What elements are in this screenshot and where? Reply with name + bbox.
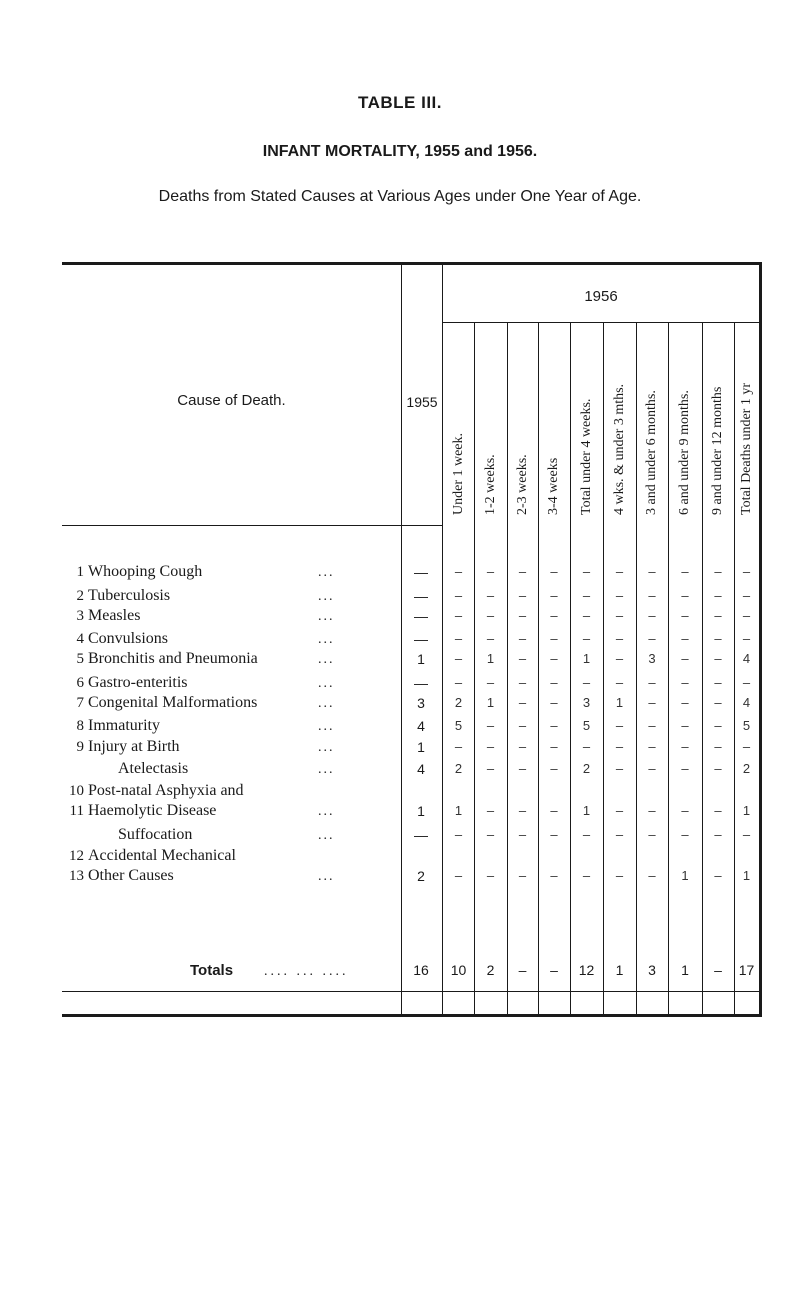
value-cell: – xyxy=(582,588,591,603)
value-cell: – xyxy=(486,739,495,754)
sub-column-divider xyxy=(507,323,508,1016)
row-number: 2 xyxy=(76,588,84,604)
year-1955-header: 1955 xyxy=(406,394,438,410)
total-value-cell: – xyxy=(714,962,722,978)
value-cell: – xyxy=(454,564,463,579)
value-cell: – xyxy=(550,718,558,733)
value-cell: – xyxy=(742,739,751,754)
leader-dots: ... xyxy=(318,804,335,819)
value-cell: – xyxy=(454,675,463,690)
value-cell: – xyxy=(714,651,722,666)
value-cell: – xyxy=(518,739,527,754)
value-cell: – xyxy=(648,761,656,776)
value-cell: – xyxy=(714,564,722,579)
value-cell: – xyxy=(714,739,722,754)
value-cell: – xyxy=(615,631,624,646)
leader-dots: ... xyxy=(318,740,335,755)
value-cell: – xyxy=(518,695,527,710)
value-cell: 1 xyxy=(582,803,591,818)
value-cell: – xyxy=(486,675,495,690)
value-1955: — xyxy=(414,608,428,624)
cause-label-continued: Atelectasis xyxy=(118,760,189,777)
value-cell: – xyxy=(518,827,527,842)
table-title: INFANT MORTALITY, 1955 and 1956. xyxy=(262,143,538,160)
row-number: 9 xyxy=(76,739,84,755)
value-cell: – xyxy=(486,564,495,579)
value-cell: – xyxy=(681,675,689,690)
value-cell: 5 xyxy=(742,718,751,733)
value-cell: – xyxy=(681,718,689,733)
value-1955: 3 xyxy=(417,695,425,711)
value-cell: – xyxy=(615,675,624,690)
value-cell: 1 xyxy=(454,803,463,818)
value-cell: – xyxy=(582,631,591,646)
value-cell: 1 xyxy=(742,868,751,883)
row-number: 5 xyxy=(76,651,84,667)
value-cell: – xyxy=(648,827,656,842)
value-1955: 4 xyxy=(417,718,425,734)
cause-label: Post-natal Asphyxia and xyxy=(88,782,244,799)
col-divider-1956 xyxy=(442,264,443,1016)
totals-rule xyxy=(62,991,759,992)
value-1955: — xyxy=(414,564,428,580)
value-cell: – xyxy=(454,739,463,754)
value-cell: – xyxy=(550,631,558,646)
value-cell: – xyxy=(518,564,527,579)
sub-column-header-label: 1-2 weeks. xyxy=(482,454,498,515)
total-value-cell: 1 xyxy=(615,962,624,978)
value-cell: – xyxy=(486,588,495,603)
value-cell: – xyxy=(681,651,689,666)
leader-dots: ... xyxy=(318,828,335,843)
value-cell: – xyxy=(550,608,558,623)
value-1955: — xyxy=(414,631,428,647)
row-number: 7 xyxy=(76,695,84,711)
total-value-cell: 12 xyxy=(578,962,595,978)
value-cell: – xyxy=(742,675,751,690)
value-cell: – xyxy=(648,739,656,754)
value-cell: – xyxy=(550,695,558,710)
value-cell: – xyxy=(518,651,527,666)
value-cell: – xyxy=(615,827,624,842)
value-cell: – xyxy=(714,631,722,646)
cause-label: Measles xyxy=(88,607,141,624)
value-cell: – xyxy=(582,608,591,623)
sub-column-divider xyxy=(668,323,669,1016)
cause-label: Bronchitis and Pneumonia xyxy=(88,650,258,667)
value-cell: – xyxy=(486,631,495,646)
table-right-border xyxy=(759,262,762,1017)
value-cell: 1 xyxy=(681,868,689,883)
value-cell: 5 xyxy=(582,718,591,733)
sub-column-header-label: Total under 4 weeks. xyxy=(578,398,594,515)
value-cell: 5 xyxy=(454,718,463,733)
value-cell: – xyxy=(550,803,558,818)
header-bottom-rule xyxy=(62,525,442,526)
value-1955: — xyxy=(414,675,428,691)
leader-dots: ... xyxy=(318,696,335,711)
value-cell: – xyxy=(681,631,689,646)
row-number: 3 xyxy=(76,608,84,624)
value-cell: – xyxy=(486,718,495,733)
year-header-rule xyxy=(443,322,759,323)
value-cell: 1 xyxy=(486,651,495,666)
value-1955: 1 xyxy=(417,651,425,667)
value-1955: 2 xyxy=(417,868,425,884)
leader-dots: ... xyxy=(318,565,335,580)
value-cell: – xyxy=(648,675,656,690)
cause-label: Convulsions xyxy=(88,630,169,647)
table-number: TABLE III. xyxy=(357,93,442,112)
value-cell: – xyxy=(648,564,656,579)
value-cell: – xyxy=(582,827,591,842)
value-cell: – xyxy=(714,588,722,603)
sub-column-divider xyxy=(570,323,571,1016)
sub-column-divider xyxy=(734,323,735,1016)
value-cell: – xyxy=(615,588,624,603)
value-cell: 1 xyxy=(742,803,751,818)
value-cell: – xyxy=(742,564,751,579)
value-cell: – xyxy=(518,868,527,883)
row-number: 13 xyxy=(69,868,84,884)
value-cell: – xyxy=(681,588,689,603)
value-cell: – xyxy=(518,803,527,818)
value-cell: – xyxy=(454,868,463,883)
value-cell: – xyxy=(648,588,656,603)
value-cell: – xyxy=(681,608,689,623)
total-value-cell: 10 xyxy=(450,962,467,978)
sub-column-header-label: 2-3 weeks. xyxy=(514,454,530,515)
value-cell: – xyxy=(550,651,558,666)
value-cell: – xyxy=(714,675,722,690)
sub-column-divider xyxy=(474,323,475,1016)
value-cell: 1 xyxy=(582,651,591,666)
leader-dots: ... xyxy=(318,719,335,734)
value-cell: – xyxy=(648,608,656,623)
cause-label: Congenital Malformations xyxy=(88,694,258,711)
value-cell: – xyxy=(550,675,558,690)
value-cell: – xyxy=(486,608,495,623)
value-cell: – xyxy=(681,761,689,776)
value-cell: – xyxy=(454,588,463,603)
value-cell: – xyxy=(648,718,656,733)
value-1955: — xyxy=(414,827,428,843)
value-cell: 3 xyxy=(648,651,656,666)
value-cell: – xyxy=(486,827,495,842)
total-value-cell: 3 xyxy=(648,962,656,978)
value-cell: 2 xyxy=(582,761,591,776)
value-cell: – xyxy=(615,761,624,776)
value-cell: 2 xyxy=(454,761,463,776)
value-cell: – xyxy=(518,631,527,646)
value-cell: – xyxy=(742,631,751,646)
value-cell: – xyxy=(714,868,722,883)
sub-column-divider xyxy=(538,323,539,1016)
total-value-cell: – xyxy=(550,962,558,978)
value-cell: – xyxy=(550,761,558,776)
value-cell: – xyxy=(615,868,624,883)
table-subtitle: Deaths from Stated Causes at Various Ages under One Year of Age. xyxy=(158,188,642,205)
totals-label: Totals xyxy=(190,962,234,979)
value-cell: – xyxy=(681,827,689,842)
value-cell: – xyxy=(550,588,558,603)
value-cell: 1 xyxy=(486,695,495,710)
cause-label: Gastro-enteritis xyxy=(88,674,188,691)
value-cell: – xyxy=(518,718,527,733)
cause-label: Whooping Cough xyxy=(88,563,203,580)
value-cell: – xyxy=(550,564,558,579)
value-cell: – xyxy=(518,675,527,690)
value-cell: – xyxy=(582,739,591,754)
row-number: 1 xyxy=(76,564,84,580)
value-cell: – xyxy=(454,631,463,646)
cause-label: Immaturity xyxy=(88,717,160,734)
value-cell: – xyxy=(681,803,689,818)
sub-column-header-label: 6 and under 9 months. xyxy=(677,390,692,515)
row-number: 4 xyxy=(76,631,84,647)
value-cell: – xyxy=(582,564,591,579)
table-top-border xyxy=(62,262,762,265)
leader-dots: ... xyxy=(318,869,335,884)
value-cell: – xyxy=(550,827,558,842)
value-cell: – xyxy=(681,695,689,710)
value-cell: – xyxy=(714,718,722,733)
total-value-cell: 2 xyxy=(486,962,495,978)
value-1955: 1 xyxy=(417,739,425,755)
value-cell: – xyxy=(550,868,558,883)
sub-column-header-label: 3 and under 6 months. xyxy=(644,390,659,515)
leader-dots: ... xyxy=(318,609,335,624)
cause-label: Tuberculosis xyxy=(88,587,171,604)
row-number: 12 xyxy=(69,848,84,864)
value-cell: – xyxy=(648,803,656,818)
row-number: 6 xyxy=(76,675,84,691)
value-cell: – xyxy=(582,868,591,883)
value-cell: – xyxy=(454,608,463,623)
cause-label: Injury at Birth xyxy=(88,738,180,755)
value-cell: – xyxy=(615,608,624,623)
value-cell: – xyxy=(681,739,689,754)
cause-label: Haemolytic Disease xyxy=(88,802,217,819)
value-cell: – xyxy=(714,761,722,776)
sub-column-header-label: 3-4 weeks xyxy=(546,457,561,515)
sub-column-header-label: 9 and under 12 months xyxy=(710,386,725,515)
value-cell: – xyxy=(615,564,624,579)
value-cell: 3 xyxy=(582,695,591,710)
total-value-cell: 1 xyxy=(681,962,689,978)
value-cell: – xyxy=(486,803,495,818)
cause-label-continued: Suffocation xyxy=(118,826,193,843)
value-cell: – xyxy=(714,803,722,818)
total-value-cell: – xyxy=(518,962,527,978)
value-cell: – xyxy=(454,651,463,666)
value-cell: – xyxy=(615,718,624,733)
sub-column-header-label: 4 wks. & under 3 mths. xyxy=(611,383,627,515)
col-divider-1955 xyxy=(401,264,402,1016)
value-cell: 1 xyxy=(615,695,624,710)
value-cell: 4 xyxy=(742,695,751,710)
value-1955: 4 xyxy=(417,761,425,777)
leader-dots: ... xyxy=(318,652,335,667)
cause-header: Cause of Death. xyxy=(177,392,286,409)
value-cell: – xyxy=(681,564,689,579)
cause-label: Other Causes xyxy=(88,867,174,884)
value-cell: – xyxy=(714,608,722,623)
leader-dots: ... xyxy=(318,589,335,604)
value-cell: – xyxy=(615,739,624,754)
value-1955: 1 xyxy=(417,803,425,819)
value-cell: – xyxy=(742,588,751,603)
leader-dots: .... ... .... xyxy=(264,964,349,979)
table-bottom-border xyxy=(62,1014,762,1017)
row-number: 10 xyxy=(69,783,84,799)
sub-column-header-label: Total Deaths under 1 yr xyxy=(738,383,754,515)
value-cell: – xyxy=(518,608,527,623)
leader-dots: ... xyxy=(318,676,335,691)
value-1955: — xyxy=(414,588,428,604)
sub-column-header-label: Under 1 week. xyxy=(450,432,466,515)
value-cell: – xyxy=(486,868,495,883)
sub-column-divider xyxy=(603,323,604,1016)
value-cell: – xyxy=(714,695,722,710)
sub-column-divider xyxy=(636,323,637,1016)
value-cell: – xyxy=(518,588,527,603)
value-cell: – xyxy=(454,827,463,842)
value-cell: 2 xyxy=(742,761,751,776)
year-1956-header: 1956 xyxy=(584,288,618,305)
value-cell: – xyxy=(615,651,624,666)
leader-dots: ... xyxy=(318,762,335,777)
value-cell: – xyxy=(648,868,656,883)
sub-column-divider xyxy=(702,323,703,1016)
value-cell: – xyxy=(648,695,656,710)
value-cell: – xyxy=(648,631,656,646)
value-cell: – xyxy=(615,803,624,818)
cause-label: Accidental Mechanical xyxy=(88,847,236,864)
total-1955: 16 xyxy=(413,962,429,978)
value-cell: – xyxy=(518,761,527,776)
leader-dots: ... xyxy=(318,632,335,647)
row-number: 11 xyxy=(69,803,84,819)
value-cell: 4 xyxy=(742,651,751,666)
value-cell: – xyxy=(550,739,558,754)
row-number: 8 xyxy=(76,718,84,734)
total-value-cell: 17 xyxy=(738,962,755,978)
value-cell: – xyxy=(714,827,722,842)
value-cell: – xyxy=(582,675,591,690)
value-cell: – xyxy=(486,761,495,776)
value-cell: 2 xyxy=(454,695,463,710)
value-cell: – xyxy=(742,608,751,623)
value-cell: – xyxy=(742,827,751,842)
